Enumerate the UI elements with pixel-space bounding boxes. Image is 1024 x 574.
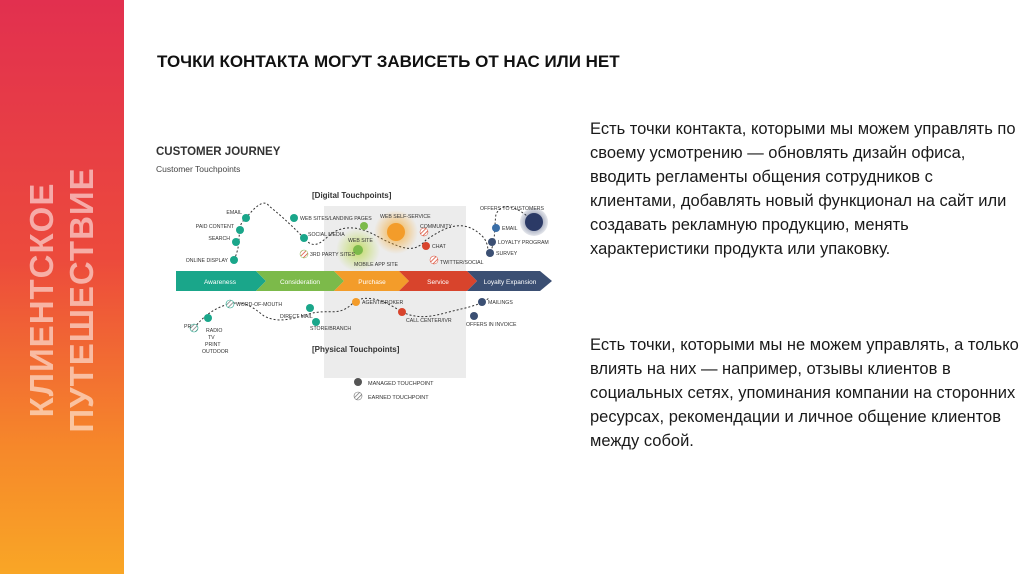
physical-touchpoints-label: [Physical Touchpoints] <box>312 345 400 354</box>
diagram-legend <box>354 378 434 401</box>
sidebar-title-line1: КЛИЕНТСКОЕ <box>23 182 60 418</box>
touchpoint-label: WEB SITES/LANDING PAGES <box>300 216 372 222</box>
touchpoint-node <box>242 214 250 222</box>
diagram-subtitle: Customer Touchpoints <box>156 164 241 174</box>
touchpoint-node <box>236 226 244 234</box>
legend-managed-icon <box>354 378 362 386</box>
touchpoint-label: SURVEY <box>496 251 518 257</box>
touchpoint-label: SOCIAL MEDIA <box>308 232 345 238</box>
touchpoint-label: OUTDOOR <box>202 349 229 355</box>
touchpoint-label: DIRECT MAIL <box>280 314 313 320</box>
sidebar-title <box>22 167 102 432</box>
touchpoint-label: EMAIL <box>502 226 518 232</box>
touchpoint-label: WORD-OF-MOUTH <box>236 302 283 308</box>
touchpoint-node <box>486 249 494 257</box>
sidebar-banner <box>0 0 124 574</box>
touchpoint-label: MOBILE APP SITE <box>354 262 399 268</box>
legend-earned-label: EARNED TOUCHPOINT <box>368 395 429 401</box>
touchpoint-label: COMMUNITY <box>420 224 452 230</box>
touchpoint-label: CALL CENTER/IVR <box>406 318 452 324</box>
touchpoint-label: LOYALTY PROGRAM <box>498 240 549 246</box>
diagram-title: CUSTOMER JOURNEY <box>156 146 281 158</box>
touchpoint-label: PAID CONTENT <box>195 224 234 230</box>
stage-arrow <box>176 271 552 291</box>
touchpoint-node <box>488 238 496 246</box>
touchpoint-node <box>422 242 430 250</box>
touchpoint-node <box>398 308 406 316</box>
touchpoint-label: OFFERS IN INVOICE <box>466 322 517 328</box>
stage-label: Awareness <box>203 279 237 286</box>
touchpoint-node <box>478 298 486 306</box>
touchpoint-label: ONLINE DISPLAY <box>185 258 228 264</box>
touchpoint-node <box>430 256 438 264</box>
touchpoint-label: CHAT <box>432 244 446 250</box>
touchpoint-node <box>300 250 308 258</box>
touchpoint-label: AGENT/BROKER <box>362 300 404 306</box>
touchpoint-label: WEB SELF-SERVICE <box>380 214 431 220</box>
touchpoint-label: PR <box>184 324 192 330</box>
touchpoint-label: SEARCH <box>208 236 230 242</box>
touchpoint-node <box>525 213 543 231</box>
touchpoint-label: OFFERS TO CUSTOMERS <box>480 206 544 212</box>
touchpoint-label: WEB SITE <box>348 238 373 244</box>
touchpoint-node <box>312 318 320 326</box>
touchpoint-node <box>204 314 212 322</box>
touchpoint-node <box>300 234 308 242</box>
slide-heading: ТОЧКИ КОНТАКТА МОГУТ ЗАВИСЕТЬ ОТ НАС ИЛИ НЕТ <box>157 52 620 71</box>
touchpoint-node <box>360 222 368 230</box>
touchpoint-node <box>230 256 238 264</box>
paragraph-unmanaged: Есть точки, которыми мы не можем управлять, а только влиять на них — например, отзывы клиентов в социальных сетях, упоминания компании на сторонних ресурсах, рекомендации и личное общение клиентов между собой. <box>590 336 1019 450</box>
touchpoint-node <box>492 224 500 232</box>
touchpoint-node <box>226 300 234 308</box>
touchpoint-label: TV <box>208 335 215 341</box>
stage-label: Loyalty Expansion <box>483 279 537 286</box>
stage-label: Purchase <box>358 279 386 286</box>
digital-touchpoints-label: [Digital Touchpoints] <box>312 191 392 200</box>
legend-managed-label: MANAGED TOUCHPOINT <box>368 381 434 387</box>
touchpoint-label: MAILINGS <box>488 300 513 306</box>
touchpoint-label: PRINT <box>205 342 221 348</box>
touchpoint-label: 3RD PARTY SITES <box>310 252 355 258</box>
paragraph-managed: Есть точки контакта, которыми мы можем управлять по своему усмотрению — обновлять дизайн офиса, вводить регламенты общения сотрудников с клиентами, добавлять новый функционал на сайт или создавать рекламную продукцию, менять характеристики продукта или упаковку. <box>590 120 1016 258</box>
touchpoint-label: STORE/BRANCH <box>310 326 352 332</box>
touchpoint-node <box>290 214 298 222</box>
touchpoint-node <box>306 304 314 312</box>
touchpoint-label: TWITTER/SOCIAL <box>440 260 484 266</box>
touchpoint-node <box>470 312 478 320</box>
touchpoint-label: EMAIL <box>226 210 242 216</box>
touchpoint-label: RADIO <box>206 328 223 334</box>
stage-label: Service <box>427 279 449 286</box>
legend-earned-icon <box>354 392 362 400</box>
customer-journey-diagram <box>144 128 569 443</box>
stage-label: Consideration <box>279 279 321 286</box>
touchpoint-node <box>352 298 360 306</box>
touchpoint-node <box>387 223 405 241</box>
sidebar-title-line2: ПУТЕШЕСТВИЕ <box>63 167 100 433</box>
touchpoint-node <box>232 238 240 246</box>
